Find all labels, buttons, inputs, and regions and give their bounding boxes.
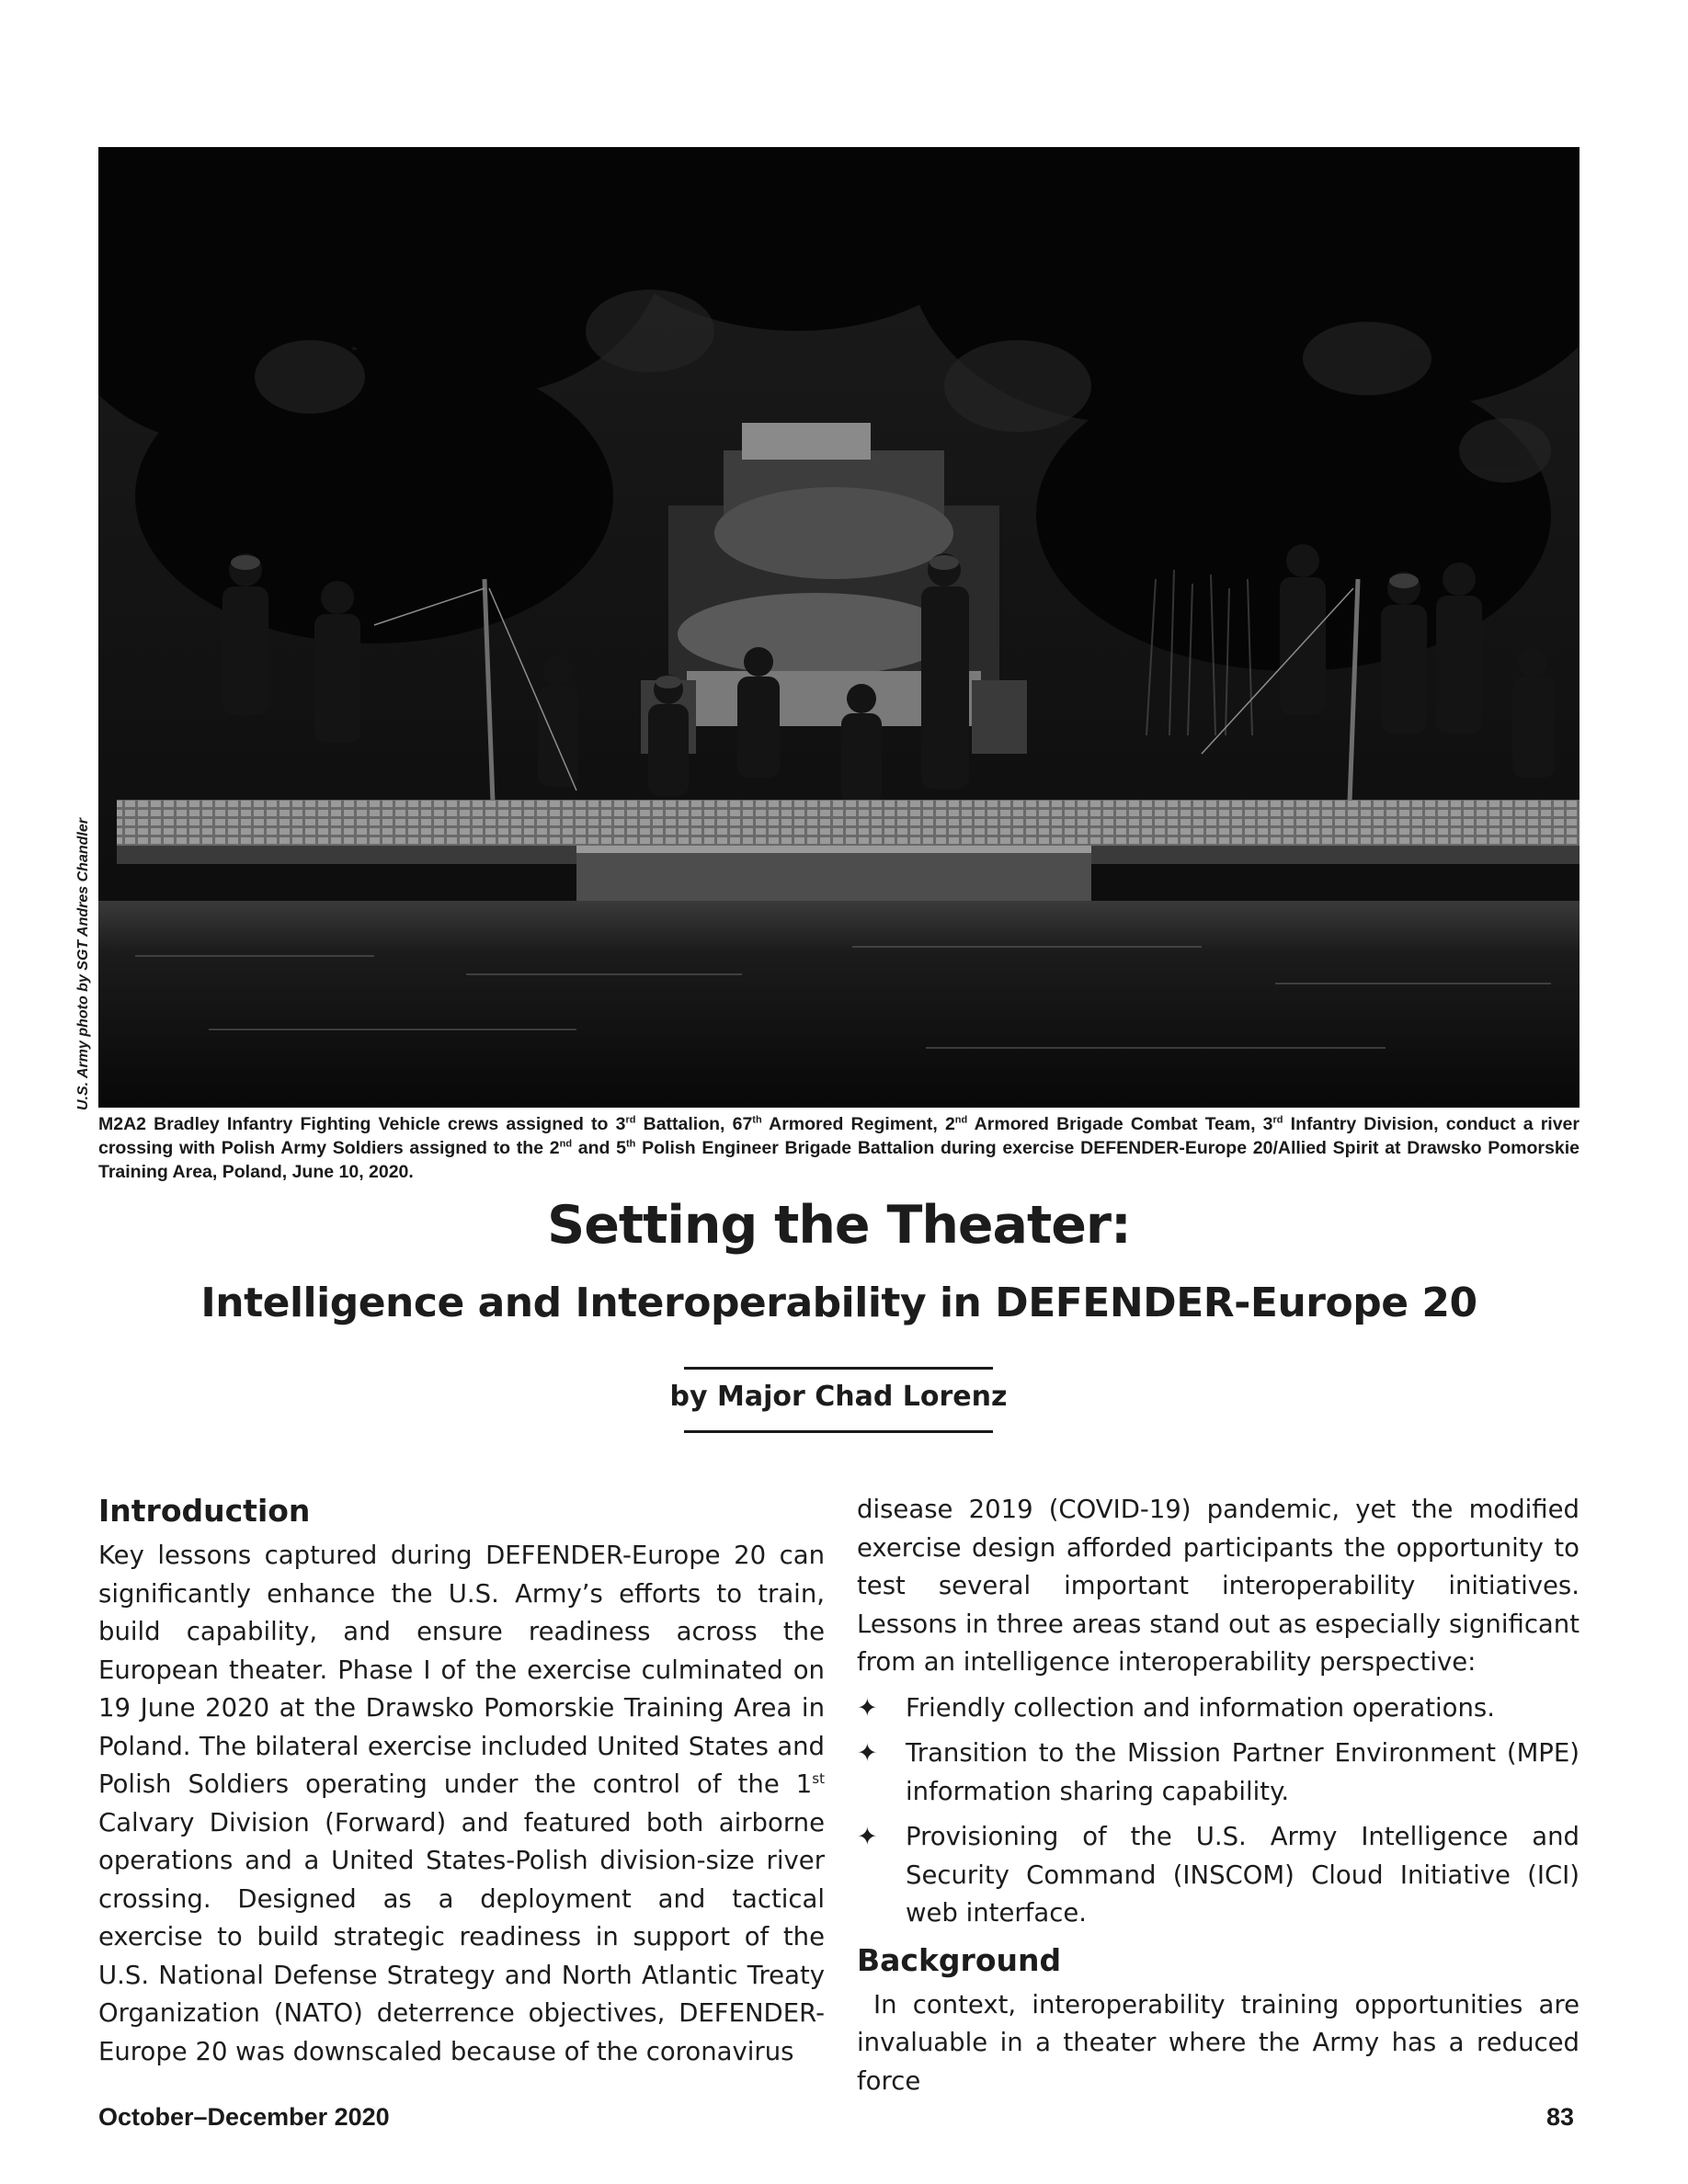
section-heading-introduction: Introduction <box>98 1493 311 1529</box>
section-heading-background: Background <box>857 1941 1062 1978</box>
photo-image <box>98 147 1580 1108</box>
photo-caption: M2A2 Bradley Infantry Fighting Vehicle crews assigned to 3rd Battalion, 67th Armored Regiment, 2nd Armored Brigade Combat Team, 3rd Infantry Division, conduct a river crossing with Polish Army Soldiers assigned to the 2nd and 5th Polish Engineer Brigade Battalion during exercise DEFENDER-Europe 20/Allied Spirit at Drawsko Pomorskie Training Area, Poland, June 10, 2020. <box>98 1114 1580 1182</box>
left-column <box>98 1491 825 2071</box>
list-item: ✦ Provisioning of the U.S. Army Intelligence and Security Command (INSCOM) Cloud Initiative (ICI) web interface. <box>857 1818 1580 1933</box>
right-column <box>857 1491 1580 2100</box>
lessons-list <box>857 1689 1580 1933</box>
byline-top-rule <box>684 1367 993 1370</box>
photo-credit: U.S. Army photo by SGT Andres Chandler <box>75 818 91 1110</box>
footer-issue: October–December 2020 <box>98 2103 390 2131</box>
star-bullet-icon: ✦ <box>857 1739 878 1768</box>
continuation-paragraph: disease 2019 (COVID-19) pandemic, yet the modified exercise design afforded participants the opportunity to test several important interoperability initiatives. Lessons in three areas stand out as especially significant from an intelligence interoperability perspective: <box>857 1495 1580 1677</box>
star-bullet-icon: ✦ <box>857 1693 878 1723</box>
list-item: ✦ Transition to the Mission Partner Environment (MPE) information sharing capability. <box>857 1735 1580 1811</box>
byline-bottom-rule <box>684 1430 993 1433</box>
article-subtitle: Intelligence and Interoperability in DEFENDER-Europe 20 <box>200 1280 1477 1326</box>
list-item: ✦ Friendly collection and information operations. <box>857 1689 1580 1728</box>
page-number: 83 <box>1545 2103 1574 2131</box>
article-title: Setting the Theater: <box>547 1195 1131 1256</box>
star-bullet-icon: ✦ <box>857 1823 878 1851</box>
introduction-paragraph: Key lessons captured during DEFENDER-Europe 20 can significantly enhance the U.S. Army’s efforts to train, build capability, and ensure readiness across the European theater. Phase I of the exercise culminated on 19 June 2020 at the Drawsko Pomorskie Training Area in Poland. The bilateral exercise included United States and Polish Soldiers operating under the control of the 1st Calvary Division (Forward) and featured both airborne operations and a United States-Polish division-size river crossing. Designed as a deployment and tactical exercise to build strategic readiness in support of the U.S. National Defense Strategy and North Atlantic Treaty Organization (NATO) deterrence objectives, DEFENDER-Europe 20 was downscaled because of the coronavirus <box>98 1541 825 2066</box>
background-paragraph: In context, interoperability training opportunities are invaluable in a theater where the Army has a reduced force <box>857 1989 1580 2096</box>
river-crossing-photo <box>98 147 1580 1108</box>
byline: by Major Chad Lorenz <box>669 1381 1008 1413</box>
